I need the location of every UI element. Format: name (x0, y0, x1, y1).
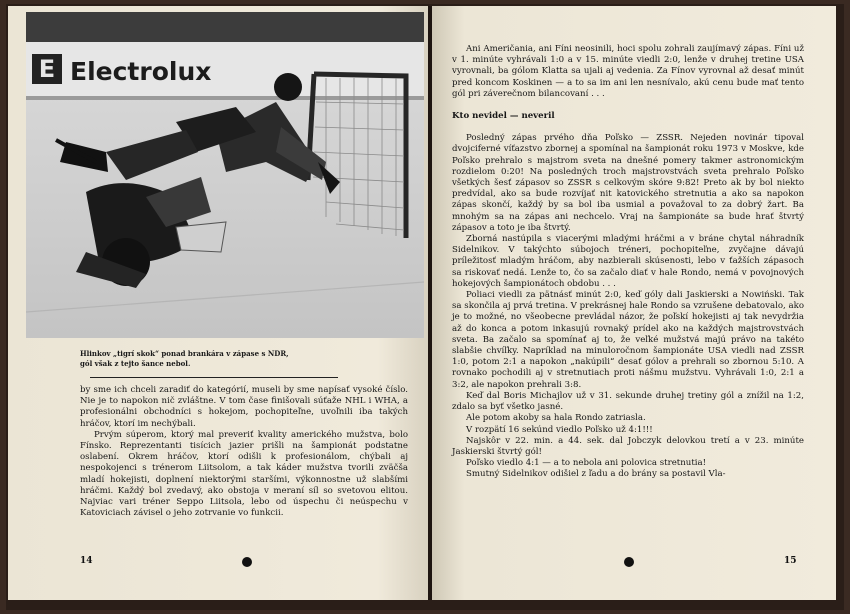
caption-line: Hlinkov „tigrí skok“ ponad brankára v zápase s NDR, (80, 349, 289, 358)
caption-line: gól však z tejto šance nebol. (80, 358, 191, 368)
left-page (8, 6, 428, 600)
photo-caption (80, 349, 342, 368)
page-dot-right (624, 557, 634, 567)
section-heading: Kto nevidel — neveril (452, 111, 555, 122)
paragraph: V rozpätí 16 sekúnd viedlo Poľsko už 4:1!!! (466, 424, 653, 435)
paragraph: Prvým súperom, ktorý mal preveriť kvality amerického mužstva, bolo Fínsko. Reprezentanti tisícich jazier prišli na šampionát podstatne oslabení. Okrem hráčov, ktorí odišli k profesionálom, chýbali aj nespokojenci s trénerom Liitsolom, a tak káder mužstva tvorili zväčša mladí hokejisti, doplnení niektorými staršími, výkonnostne už slabšími hráčmi. Každý bol zvedavý, ako obstoja v meraní síl so svetovou elitou. Najviac vari tréner Seppo Liitsola, lebo od úspechu či neúspechu v Katoviciach závisel o jeho zotrvanie vo funkcii. (80, 429, 408, 519)
paragraph: Ani Američania, ani Fíni neosinili, hoci spolu zohrali zaujímavý zápas. Fíni už v 1. minúte vyhrávali 1:0 a v 15. minúte viedli 2:0, lenže v druhej tretine USA vyrovnali, ba gólom Klatta sa ujali aj vedenia. Za Fínov vyrovnal až desať minút pred koncom Koskinen — a to sa im ani len nesnívalo, akú cenu bude mať tento gól pri záverečnom bilancovaní . . . (452, 44, 804, 99)
hockey-photo-image (26, 12, 424, 338)
paragraph: Smutný Sidelnikov odišiel z ľadu a do brány sa postavil Vla- (466, 469, 726, 480)
paragraph: Keď dal Boris Michajlov už v 31. sekunde druhej tretiny gól a znížil na 1:2, zdalo sa byť všetko jasné. (452, 390, 804, 413)
page-dot-left (242, 557, 252, 567)
paragraph: Poľsko viedlo 4:1 — a to nebola ani polovica stretnutia! (466, 458, 707, 469)
paragraph: Najskôr v 22. min. a 44. sek. dal Jobczyk delovkou tretí a v 23. minúte Jaskierski štvrtý gól! (452, 435, 804, 457)
right-page-body (452, 44, 804, 481)
electrolux-logo-mark: E (38, 55, 56, 83)
hockey-photo (26, 12, 424, 338)
right-page (432, 6, 836, 600)
paragraph: by sme ich chceli zaradiť do kategórií, museli by sme napísať vysoké číslo. Nie je to napokon nič zvláštne. V tom čase finišovali súťaže NHL i WHA, a profesionálni obchodníci s hokejom, pochopiteľne, uvoľnili iba takých hráčov, ktorí im nechýbali. (80, 385, 408, 429)
caption-divider (90, 377, 338, 378)
page-number-right: 15 (784, 556, 797, 566)
page-number-left: 14 (80, 556, 93, 566)
paragraph: Ale potom akoby sa hala Rondo zatriasla. (466, 413, 646, 424)
paragraph: Poliaci viedli za pätnásť minút 2:0, keď góly dali Jaskierski a Nowiński. Tak sa skončila aj prvá tretina. V prekrásnej hale Rondo sa vzrušene debatovalo, ako je to možné, no všeobecne prevládal názor, že poľskí hokejisti aj tak nevydržia až do konca a potom inkasujú rovnaký prídel ako na každých majstrovstvách sveta. Ba začalo sa spomínať aj to, že veľké mužstvá majú právo na takéto slabšie chvíľky. Napríklad na minuloročnom šampionáte USA viedli nad ZSSR 1:0, potom 2:1 a napokon „nakúpili“ desať gólov a prehrali so zbornou 5:10. A rovnako pochodili aj v stretnutiach proti nášmu mužstvu. Vyhrávali 1:0, 2:1 a 3:2, ale napokon prehrali 3:8. (452, 290, 804, 390)
electrolux-banner: Electrolux (70, 57, 212, 86)
paragraph: Posledný zápas prvého dňa Poľsko — ZSSR. Nejeden novinár tipoval dvojciferné víťazstvo zbornej a spomínal na šampionát roku 1973 v Moskve, kde Poľsko prehralo s majstrom sveta na dnešné pomery takmer astronomickým rozdielom 0:20! Na posledných troch majstrovstvách sveta prehralo Poľsko všetkých šesť zápasov so ZSSR s celkovým skóre 9:82! Preto ak by bol niekto predvídal, ako sa bude rozvíjať nit katovického stretnutia a ako sa napokon zápas skončí, každý by sa bol iba usmial a považoval to za dobrý žart. Ba mnohým sa na zápas ani nechcelo. Vraj na šampionáte sa bude hrať štvrtý zápasov a toto je iba štvrtý. (452, 133, 804, 233)
left-page-body (80, 385, 408, 519)
paragraph: Zborná nastúpila s viacerými mladými hráčmi a v bráne chytal náhradník Sidelnikov. V takýchto súbojoch tréneri, pochopiteľne, zvyčajne dávajú príležitosť mladým hráčom, aby nazbierali skúsenosti, lebo v ťažších zápasoch sa riskovať nedá. Lenže to, čo sa začalo diať v hale Rondo, nemá v povojnových hokejových šampionátoch obdobu . . . (452, 234, 804, 289)
